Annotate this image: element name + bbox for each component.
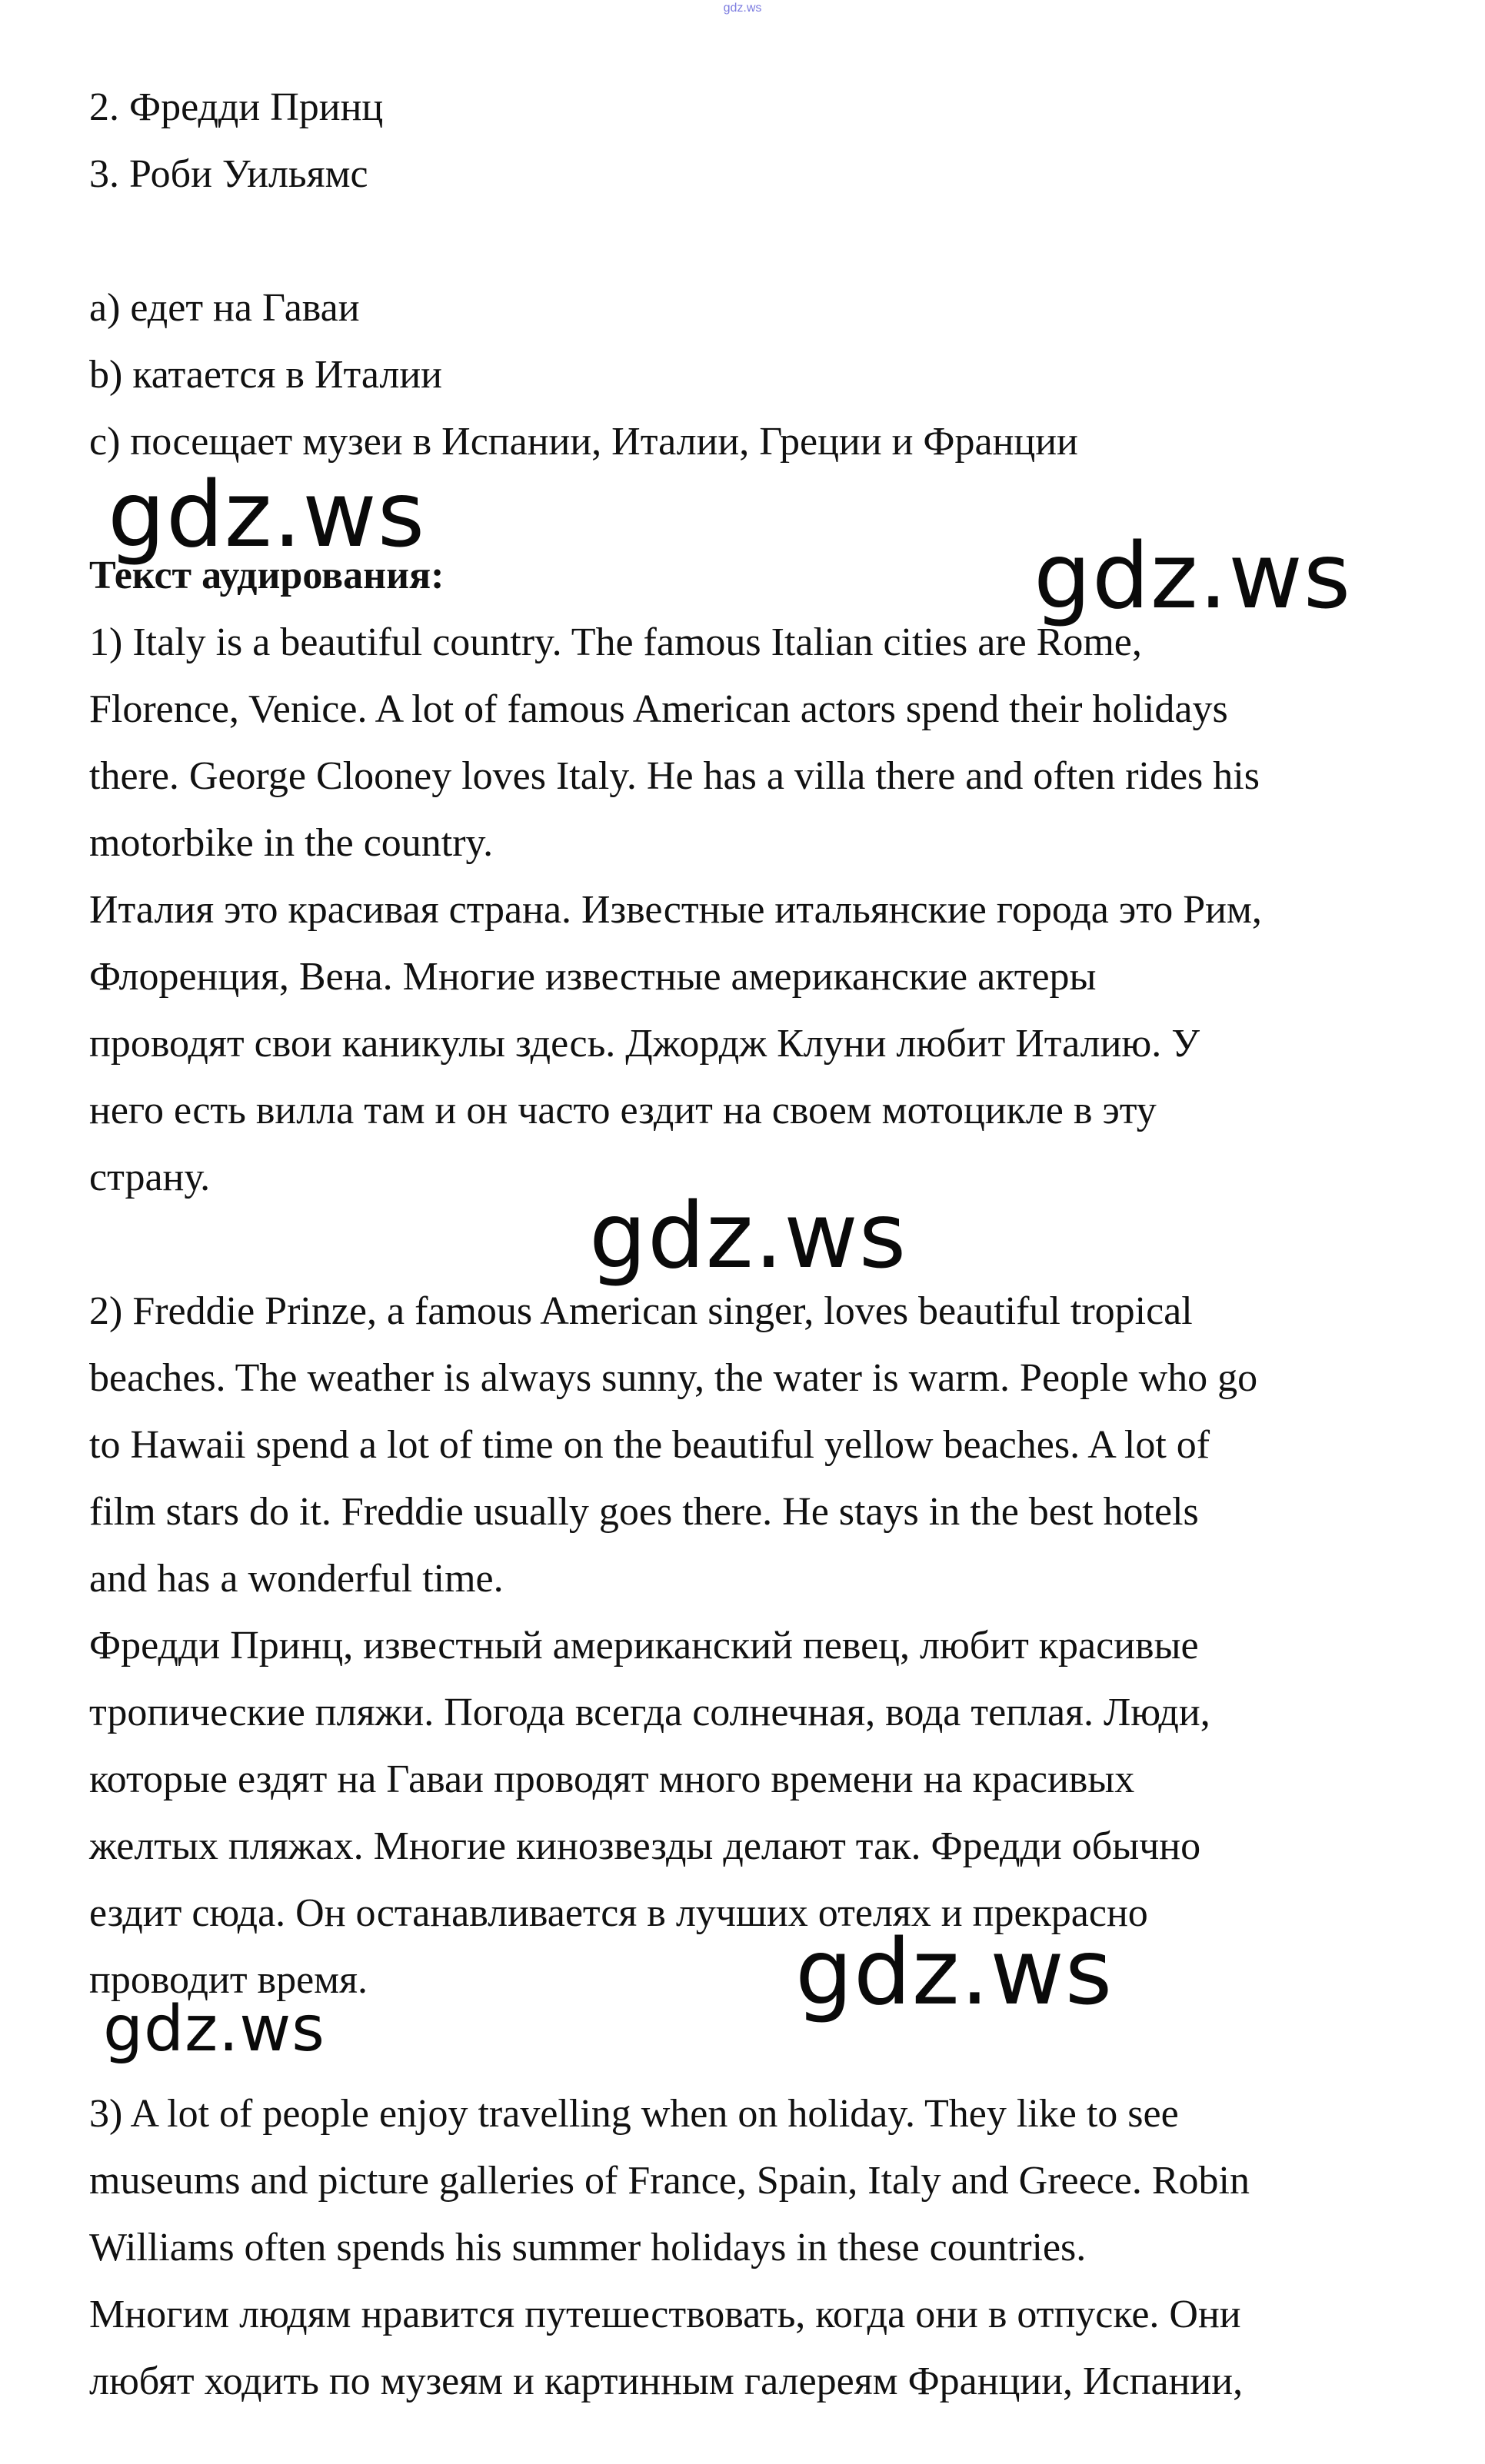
paragraph-2-english [89, 1278, 1427, 1612]
list-item-person: 2. Фредди Принц [89, 85, 384, 129]
text-line: motorbike in the country. [89, 821, 494, 865]
text-line: него есть вилла там и он часто ездит на своем мотоцикле в эту [89, 1089, 1157, 1132]
text-line: желтых пляжах. Многие кинозвезды делают так. Фредди обычно [89, 1824, 1201, 1868]
text-line: тропические пляжи. Погода всегда солнечная, вода теплая. Люди, [89, 1691, 1210, 1734]
paragraph-1-russian [89, 876, 1427, 1211]
section-heading: Текст аудирования: [89, 554, 445, 597]
text-line: 2) Freddie Prinze, a famous American singer, loves beautiful tropical [89, 1289, 1193, 1333]
text-line: film stars do it. Freddie usually goes there. He stays in the best hotels [89, 1490, 1199, 1534]
paragraph-1-english [89, 609, 1427, 876]
paragraph-3-russian [89, 2281, 1427, 2415]
text-line: Florence, Venice. A lot of famous American actors spend their holidays [89, 687, 1228, 731]
text-line: Фредди Принц, известный американский певец, любит красивые [89, 1624, 1199, 1668]
watermark: gdz.ws [795, 1919, 1114, 2025]
text-line: to Hawaii spend a lot of time on the beautiful yellow beaches. A lot of [89, 1423, 1210, 1467]
list-item-activity: c) посещает музеи в Испании, Италии, Греции и Франции [89, 420, 1078, 464]
text-line: Флоренция, Вена. Многие известные американские актеры [89, 955, 1097, 999]
list-item-person: 3. Роби Уильямс [89, 152, 368, 196]
text-line: museums and picture galleries of France, Spain, Italy and Greece. Robin [89, 2159, 1250, 2203]
top-watermark-label: gdz.ws [723, 2, 762, 15]
text-line: and has a wonderful time. [89, 1557, 504, 1601]
text-line: 1) Italy is a beautiful country. The famous Italian cities are Rome, [89, 620, 1142, 664]
text-line: Италия это красивая страна. Известные итальянские города это Рим, [89, 888, 1262, 932]
text-line: проводит время. [89, 1958, 368, 2002]
list-item-activity: a) едет на Гаваи [89, 286, 360, 330]
text-line: Многим людям нравится путешествовать, когда они в отпуске. Они [89, 2293, 1241, 2336]
text-line: Williams often spends his summer holidays in these countries. [89, 2226, 1087, 2269]
watermark: gdz.ws [108, 461, 426, 567]
watermark: gdz.ws [589, 1182, 907, 1289]
paragraph-3-english [89, 2080, 1427, 2281]
text-line: любят ходить по музеям и картинным галереям Франции, Испании, [89, 2359, 1244, 2403]
text-line: страну. [89, 1156, 211, 1199]
text-line: которые ездят на Гаваи проводят много времени на красивых [89, 1757, 1135, 1801]
watermark: gdz.ws [103, 1993, 325, 2066]
text-line: beaches. The weather is always sunny, the water is warm. People who go [89, 1356, 1258, 1400]
text-line: there. George Clooney loves Italy. He has a villa there and often rides his [89, 754, 1260, 798]
watermark: gdz.ws [1034, 523, 1352, 629]
text-line: ездит сюда. Он останавливается в лучших отелях и прекрасно [89, 1891, 1148, 1935]
list-item-activity: b) катается в Италии [89, 353, 443, 397]
text-line: проводят свои каникулы здесь. Джордж Клуни любит Италию. У [89, 1022, 1200, 1066]
paragraph-2-russian [89, 1612, 1427, 2013]
text-line: 3) A lot of people enjoy travelling when on holiday. They like to see [89, 2092, 1179, 2136]
spacer [89, 208, 1427, 274]
